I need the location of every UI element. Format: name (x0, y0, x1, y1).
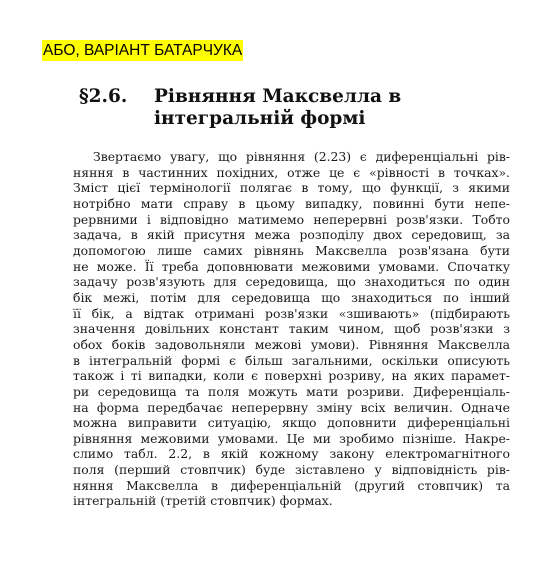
section-title: Рівняння Максвелла в інтегральній формі (154, 86, 402, 129)
paragraph-line: також і ті випадки, коли є поверхні розриву, на яких парамет- (73, 368, 510, 384)
paragraph-line: її бік, а відтак отримані розв'язки «зшивають» (підбирають (73, 305, 510, 321)
paragraph-line: слимо табл. 2.2, в якій кожному закону електромагнітного (73, 446, 510, 462)
paragraph-line: поля (перший стовпчик) буде зіставлено у відповідність рів- (73, 462, 510, 478)
paragraph-line: допомогою лише самих рівнянь Максвелла розв'язана бути (73, 242, 510, 258)
paragraph-line: на форма передбачає неперервну зміну всіх величин. Одначе (73, 399, 510, 415)
paragraph-line: задачу розв'язують для середовища, що знаходиться по один (73, 274, 510, 290)
paragraph-line: рівняння межовими умовами. Це ми зробимо пізніше. Накре- (73, 430, 510, 446)
highlighted-note: АБО, ВАРІАНТ БАТАРЧУКА (43, 42, 243, 59)
paragraph-line: не може. Її треба доповнювати межовими умовами. Спочатку (73, 258, 510, 274)
paragraph-line: ри середовища та поля можуть мати розриви. Диференціаль- (73, 383, 510, 399)
paragraph-line: няння в частинних похідних, отже це є «рівності в точках». (73, 164, 510, 180)
section-number: §2.6. (79, 86, 128, 107)
paragraph-line: задача, в якій присутня межа розподілу двох середовищ, за (73, 227, 510, 243)
paragraph-line: няння Максвелла в диференціальній (другий стовпчик) та (73, 477, 510, 493)
paragraph-line: інтегральній (третій стовпчик) формах. (73, 493, 333, 509)
body-paragraph (73, 149, 510, 509)
paragraph-line: нотрібно мати справу в цьому випадку, повинні бути непе- (73, 195, 510, 211)
paragraph-line: обох боків задовольняли межові умови). Рівняння Максвелла (73, 336, 510, 352)
paragraph-line: Звертаємо увагу, що рівняння (2.23) є диференціальні рів- (93, 149, 510, 164)
paragraph-line: в інтегральній формі є більш загальними, оскільки описують (73, 352, 510, 368)
paragraph-line: Зміст цієї термінології полягає в тому, що функції, з якими (73, 180, 510, 196)
paragraph-line: можна виправити ситуацію, якщо доповнити диференціальні (73, 415, 510, 431)
paragraph-line: бік межі, потім для середовища що знаходиться по інший (73, 289, 510, 305)
paragraph-line: значення довільних констант таким чином, щоб розв'язки з (73, 321, 510, 337)
paragraph-line: рервними і відповідно матимемо неперервні розв'язки. Тобто (73, 211, 510, 227)
